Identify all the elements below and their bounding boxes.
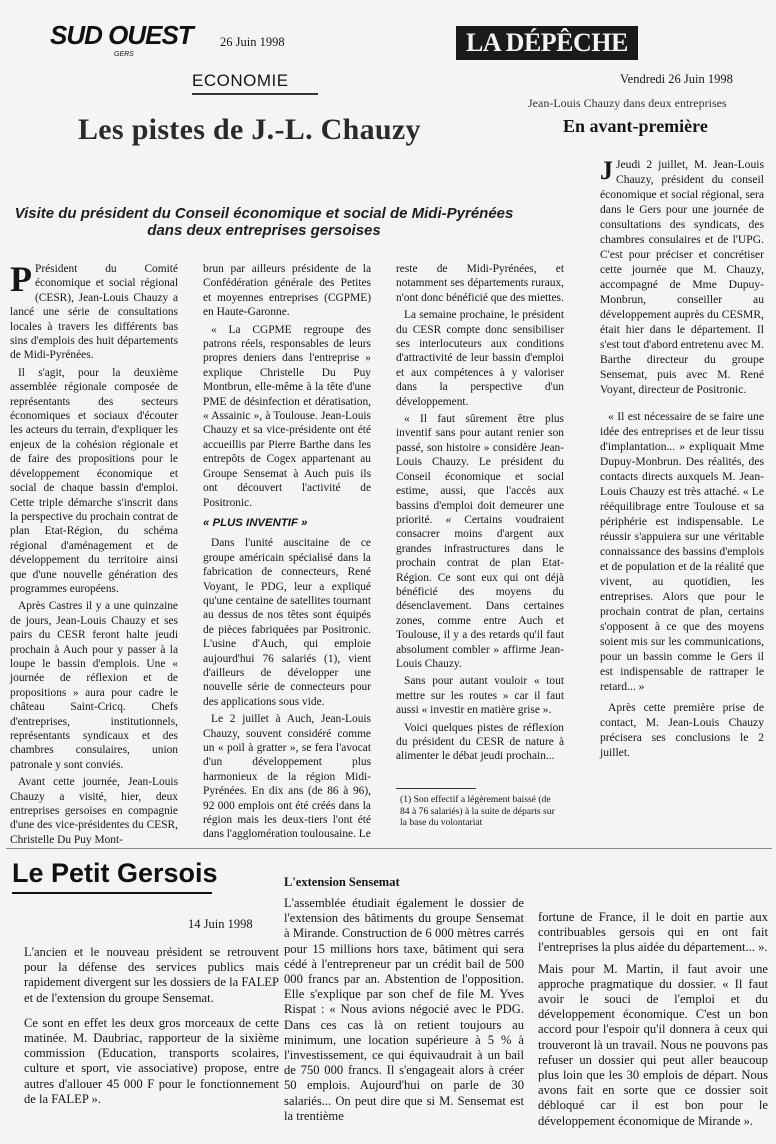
paragraph: L'assemblée étudiait également le dossier de l'extension des bâtiments du groupe Sensemat à Mirande. Construction de 6 000 mètres carrés pour 15 millions hors taxe, bâtiment qui sera cédé à l'entrepreneur par un crédit bail de 500 000 francs par an. Abstention de l'opposition. Elle s'explique par son chef de file M. Yves Rispat : « Nous avions négocié avec le PDG. Dans ces cas là on retient toujours au minimum, une location supérieure à 5 % à l'investissement, ce qui équivaudrait à un bail de 750 000 francs. Il s'engageait alors à créer 50 emplois. Aujourd'hui on parle de 30 salariés... On peut dire que si M. Sensemat est la trentième: [284, 896, 524, 1123]
article-title: Les pistes de J.-L. Chauzy: [78, 113, 421, 146]
le-petit-gersois-column-3: [538, 910, 768, 1132]
section-divider: [6, 848, 772, 849]
sud-ouest-column-1: [10, 259, 178, 850]
rubrique-label: ECONOMIE: [192, 71, 289, 90]
paragraph: « Il faut sûrement être plus inventif sans pour autant renier son passé, son histoire » considère Jean-Louis Chauzy. Le président du Conseil économique et social estime, aussi, que l'accès aux bassins d'emploi doit demeurer une priorité. « Certains voudraient consacrer moins d'argent aux grandes infrastructures dans le prochain contrat de plan Etat-Région. Ce sont eux qui ont déjà bénéficié des moyens du désenclavement. Dans certaines zones, comme entre Auch et Toulouse, il y a des retards qu'il faut absolument combler » affirme Jean-Louis Chauzy.: [396, 413, 564, 670]
la-depeche-kicker: Jean-Louis Chauzy dans deux entreprises: [528, 96, 727, 110]
paragraph: reste de Midi-Pyrénées, et notamment ses départements ruraux, n'ont donc bénéficié que des miettes.: [396, 263, 564, 304]
sud-ouest-column-3: [396, 262, 564, 767]
intertitle: « PLUS INVENTIF »: [203, 516, 308, 529]
dropcap: J: [600, 156, 613, 185]
paragraph: Président du Comité économique et social régional (CESR), Jean-Louis Chauzy a lancé une série de consultations locales à travers les différents bas sins d'emplois des huit départements de Midi-Pyrénées.: [10, 263, 178, 362]
paragraph: La semaine prochaine, le président du CESR compte donc sensibiliser ses interlocuteurs aux conditions d'attractivité de leur bassin d'emploi et aux compétences à y valoriser dans la perspective d'un développement.: [396, 309, 564, 408]
paragraph: brun par ailleurs présidente de la Confédération générale des Petites et moyennes entreprises (CGPME) en Haute-Garonne.: [203, 263, 371, 319]
paragraph: Il s'agit, pour la deuxième assemblée régionale composée de représentants des secteurs économiques et sociaux d'écouter les acteurs du terrain, d'expliquer les enjeux de la cohésion régionale et de faire des propositions pour le développement économique et social de chaque bassin d'emploi. Cette triple démarche s'inscrit dans la perspective du prochain contrat de plan Etat-Région, du schéma régional d'aménagement et de développement du territoire ainsi que d'une nouvelle génération des programmes européens.: [10, 366, 178, 595]
sud-ouest-logo: SUD OUEST: [50, 20, 193, 50]
paragraph: Après Castres il y a une quinzaine de jours, Jean-Louis Chauzy et ses pairs du CESR feront halte jeudi prochain à Auch pour y passer à la loupe le bassin d'emplois. Une « journée de réflexion et de propositions » aura pour cadre le château Saint-Cricq. Chefs d'entreprises, institutionnels, représentants syndicaux et des chambres consulaires, union patronale y sont conviés.: [10, 600, 178, 771]
dropcap: P: [10, 259, 32, 299]
le-petit-gersois-date: 14 Juin 1998: [188, 917, 253, 931]
paragraph: Voici quelques pistes de réflexion du président du CESR de nature à alimenter le débat jeudi prochain...: [396, 721, 564, 763]
la-depeche-logo: LA DÉPÊCHE: [456, 26, 638, 60]
le-petit-gersois-column-2: [284, 896, 524, 1127]
la-depeche-title: En avant-première: [563, 116, 708, 136]
paragraph: « Il est nécessaire de se faire une idée des entreprises et de leur tissu d'implantation... » expliquait Mme Dupuy-Monbrun. Des réalités, des contacts directs auxquels M. Jean-Louis Chauzy est très attaché. « Le rééquilibrage entre Toulouse et sa périphérie est indispensable. Le réussir s'appuiera sur une véritable connaissance des bassins d'emplois et de population et de la réalité que vivent, au quotidien, les entreprises. Alors que pour le prochain contrat de plan, certains s'opposent à ce que des moyens soient mis sur les communications, pour un bassin comme le Gers il est indispensable de rattraper le retard... »: [600, 410, 764, 693]
paragraph: Après cette première prise de contact, M. Jean-Louis Chauzy précisera ses conclusions le 2 juillet.: [600, 701, 764, 759]
le-petit-gersois-column-1: [24, 945, 279, 1110]
paragraph: Avant cette journée, Jean-Louis Chauzy a visité, hier, deux entreprises gersoises en compagnie d'une des vice-présidentes du CESR, Christelle Du Puy Mont-: [10, 776, 178, 846]
sud-ouest-column-2: [203, 262, 371, 845]
sud-ouest-edition: GERS: [114, 51, 134, 58]
paragraph: « La CGPME regroupe des patrons réels, responsables de leurs propres deniers dans l'entreprise » explique Christelle Du Puy Montbrun, elle-même à la tête d'une PME de désinfection et dératisation, « Assainic », à Toulouse. Jean-Louis Chauzy et sa vice-présidente ont été accueillis par Pierre Barthe dans les entrepôts de Cogex appartenant au Groupe Sensemat à Auch puis ils ont découvert l'activité de Positronic.: [203, 323, 371, 509]
paragraph: L'ancien et le nouveau président se retrouvent pour la défense des services publics mais rapidement divergent sur les dossiers de la FALEP et de l'extension du groupe Sensemat.: [24, 945, 279, 1005]
la-depeche-column: [600, 157, 764, 763]
paragraph: Le 2 juillet à Auch, Jean-Louis Chauzy, souvent considéré comme un « poil à gratter », se fera l'avocat d'un développement plus harmonieux de la région Midi-Pyrénées. En dix ans (de 86 à 96), 92 000 emplois ont été créés dans la région mais les deux-tiers l'ont été dans l'agglomération toulousaine. Le: [203, 713, 371, 841]
la-depeche-date: Vendredi 26 Juin 1998: [620, 72, 733, 86]
paragraph: Jeudi 2 juillet, M. Jean-Louis Chauzy, président du conseil économique et social régional, sera dans le Gers pour une journée de consultations des syndicats, des chambres consulaires et de l'UPG. C'est pour préciser et concrétiser cette journée que M. Chauzy, accompagné de Mme Dupuy-Monbrun, conseiller au développement auprès du CESMR, était hier dans le département. Il s'est tout d'abord entretenu avec M. Barthe directeur du groupe Sensemat, puis avec M. René Voyant, directeur de Positronic.: [600, 158, 764, 396]
paragraph: Sans pour autant vouloir « tout mettre sur les routes » car il faut aussi « investir en matière grise ».: [396, 675, 564, 717]
footnote-rule: [396, 788, 476, 789]
article-subtitle: Visite du président du Conseil économique et social de Midi-Pyrénées dans deux entreprises gersoises: [14, 205, 514, 239]
paragraph: Mais pour M. Martin, il faut avoir une approche pragmatique du dossier. « Il faut avoir le souci de l'emploi et du développement économique. C'est un bon accord pour l'espoir qu'il donnera à ceux qui trouveront là un travail. Nous ne pouvons pas refuser un dossier qui peut aller beaucoup plus loin que les 30 emplois de départ. Nous avons fait en sorte que ce dossier soit débloqué car il est bon pour le développement économique de Mirande ».: [538, 961, 768, 1128]
logo-underline: [12, 892, 212, 894]
footnote: (1) Son effectif a légèrement baissé (de 84 à 76 salariés) à la suite de départs sur la base du volontariat: [400, 794, 555, 828]
paragraph: Dans l'unité auscitaine de ce groupe américain spécialisé dans la fabrication de connecteurs, René Voyant, le PDG, leur a expliqué qu'une centaine de satellites tournant au dessus de nos têtes sont équipés de pièces fabriquées par Positronic. L'usine d'Auch, qui emploie aujourd'hui 76 salariés (1), vient d'ailleurs de développer une nouvelle série de connecteurs pour des applications sous vide.: [203, 537, 371, 708]
rubrique-underline: [192, 93, 318, 95]
sud-ouest-date: 26 Juin 1998: [220, 35, 285, 49]
paragraph: fortune de France, il le doit en partie aux contribuables gersois qui en ont fait l'entreprises la plus aidée du département... ».: [538, 910, 768, 955]
le-petit-gersois-heading: L'extension Sensemat: [284, 875, 400, 889]
le-petit-gersois-logo: Le Petit Gersois: [12, 858, 218, 888]
paragraph: Ce sont en effet les deux gros morceaux de cette matinée. M. Daubriac, rapporteur de la sixième commission (Education, transports scolaires, culture et sport, vie associative) propose, entre autres d'allouer 45 000 F pour le fonctionnement de la FALEP ».: [24, 1015, 279, 1106]
